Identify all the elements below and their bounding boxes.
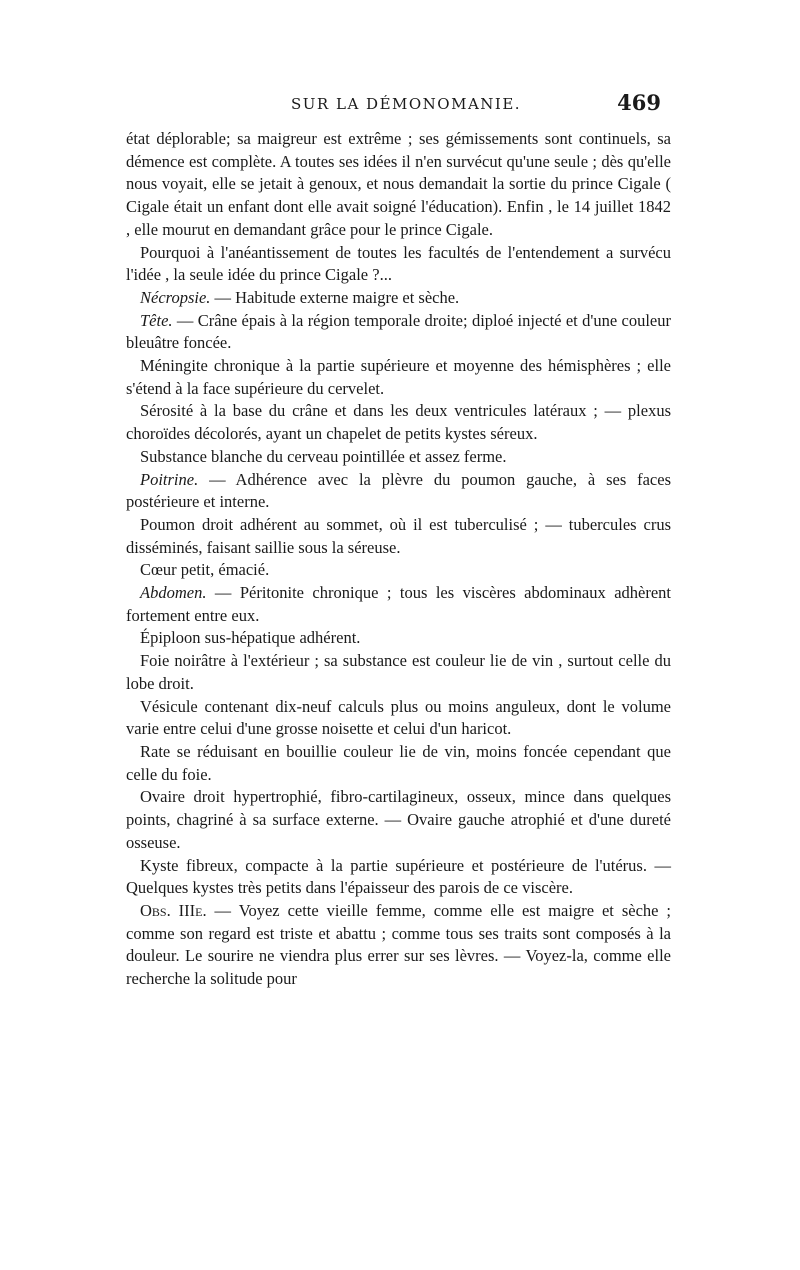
paragraph (126, 310, 671, 355)
paragraph-text: — Péritonite chronique ; tous les viscères abdominaux adhèrent fortement entre eux. (126, 583, 671, 625)
page-number: 469 (617, 90, 661, 115)
paragraph-text: — Habitude externe maigre et sèche. (210, 287, 460, 307)
section-heading: Abdomen. (140, 583, 207, 603)
running-title: SUR LA DÉMONOMANIE. (291, 95, 522, 113)
paragraph: Pourquoi à l'anéantissement de toutes les facultés de l'entendement a survécu l'idée , la seule idée du prince Cigale ?... (126, 242, 671, 285)
paragraph-text: — Crâne épais à la région temporale droite; diploé injecté et d'une couleur bleuâtre foncée. (126, 310, 671, 353)
paragraph (126, 469, 671, 514)
paragraph (126, 900, 671, 991)
paragraph: Rate se réduisant en bouillie couleur lie de vin, moins foncée cependant que celle du foie. (126, 741, 671, 784)
section-heading: Nécropsie. (140, 287, 211, 307)
paragraph: Ovaire droit hypertrophié, fibro-cartilagineux, osseux, mince dans quelques points, chagriné à sa surface externe. — Ovaire gauche atrophié et d'une dureté osseuse. (126, 787, 671, 852)
paragraph: Cœur petit, émacié. (140, 560, 270, 580)
paragraph: Foie noirâtre à l'extérieur ; sa substance est couleur lie de vin , surtout celle du lobe droit. (126, 651, 671, 693)
paragraph: Vésicule contenant dix-neuf calculs plus ou moins anguleux, dont le volume varie entre celui d'une grosse noisette et celui d'un haricot. (126, 696, 671, 739)
paragraph-text: — Adhérence avec la plèvre du poumon gauche, à ses faces postérieure et interne. (126, 469, 671, 512)
observation-label: Obs. IIIe. (140, 900, 207, 920)
paragraph: Sérosité à la base du crâne et dans les deux ventricules latéraux ; — plexus choroïdes décolorés, ayant un chapelet de petits kystes séreux. (126, 401, 671, 444)
paragraph: Poumon droit adhérent au sommet, où il est tuberculisé ; — tubercules crus disséminés, faisant saillie sous la séreuse. (126, 514, 671, 557)
paragraph-text: — Voyez cette vieille femme, comme elle est maigre et sèche ; comme son regard est triste et abattu ; comme tous ses traits sont composés à la douleur. Le sourire ne viendra plus errer sur ses lèvres. — Voyez-la, comme elle recherche la solitude pour (126, 900, 671, 989)
section-heading: Poitrine. (140, 469, 199, 489)
running-head (126, 92, 661, 122)
paragraph (126, 287, 671, 310)
body-text (126, 128, 671, 991)
paragraph: Épiploon sus-hépatique adhérent. (140, 628, 361, 648)
paragraph: Substance blanche du cerveau pointillée et assez ferme. (140, 446, 507, 466)
paragraph: état déplorable; sa maigreur est extrême ; ses gémissements sont continuels, sa démence est complète. A toutes ses idées il n'en survécut qu'une seule ; dès qu'elle nous voyait, elle se jetait à genoux, et nous demandait la sortie du prince Cigale ( Cigale était un enfant dont elle avait soigné l'éducation). Enfin , le 14 juillet 1842 , elle mourut en demandant grâce pour le prince Cigale. (126, 129, 671, 239)
paragraph: Méningite chronique à la partie supérieure et moyenne des hémisphères ; elle s'étend à la face supérieure du cervelet. (126, 356, 671, 398)
paragraph: Kyste fibreux, compacte à la partie supérieure et postérieure de l'utérus. — Quelques kystes très petits dans l'épaisseur des parois de ce viscère. (126, 855, 671, 898)
paragraph (126, 582, 671, 627)
section-heading: Tête. (140, 310, 173, 330)
